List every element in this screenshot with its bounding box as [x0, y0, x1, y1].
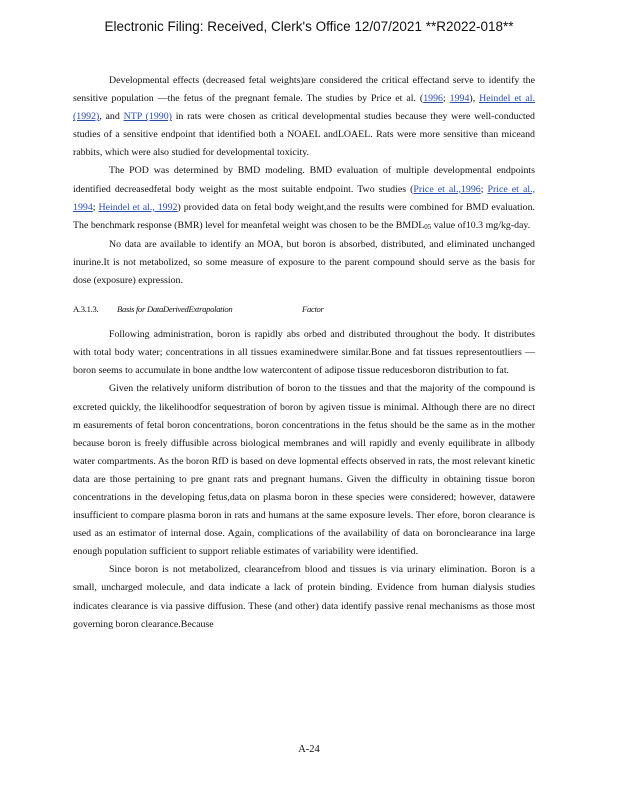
section-title-tail: Factor [302, 304, 324, 315]
text-span: ; [442, 93, 450, 105]
text-span: The POD was determined by BMD modeling. BMD evaluation of multiple developmental endpoints identified decreasedfetal body weight as the most suitable endpoint. Two studies ( [73, 165, 535, 195]
citation-link-heindel-1992b[interactable]: Heindel et al., 1992 [98, 201, 178, 213]
citation-link-price-1996b[interactable]: Price et al.,1996 [413, 183, 481, 195]
bmdl-subscript: 05 [424, 222, 432, 231]
citation-link-price-1994b[interactable]: Price et al., 1994 [73, 183, 536, 213]
text-span: , and [99, 111, 124, 123]
paragraph-elimination: Since boron is not metabolized, clearancefrom blood and tissues is via urinary elimination. Boron is a small, uncharged molecule, and data indicate a lack of protein binding. Evidence from human dialysis studies indicates clearance is via passive diffusion. These (and other) data identify passive renal mechanisms as those most governing boron clearance.Because [73, 564, 535, 630]
text-span: Developmental effects (decreased fetal weights)are considered the critical effectand serve to identify the sensitive population —the fetus of the pregnant female. The studies by Price et al. ( [73, 75, 535, 105]
text-span: in rats were chosen as critical developmental studies because they were well-conducted studies of a sensitive endpoint that identified both a NOAEL andLOAEL. Rats were more sensitive than miceand rabbits, which were also studied for developmental toxicity. [73, 111, 535, 159]
text-span: ; [92, 201, 99, 213]
paragraph-clearance: Given the relatively uniform distribution of boron to the tissues and that the majority of the compound is excreted quickly, the likelihoodfor sequestration of boron by agiven tissue is minimal. Although there are no direct m easurements of fetal boron concentrations, boron concentrations in the fetus should be the same as in the mother because boron is freely diffusible across biological membranes and will rapidly and evenly equilibrate in allbody water compartments. As the boron RfD is based on deve lopmental effects observed in rats, the most relevant kinetic data are those pertaining to pre gnant rats and pregnant humans. Given the difficulty in obtaining tissue boron concentrations in the developing fetus,data on plasma boron in these species were considered; however, datawere insufficient to compare plasma boron in rats and humans at the same exposure levels. Ther efore, boron clearance is used as an estimator of internal dose. Again, complications of the availability of data on boronclearance ina large enough population sufficient to support reliable estimates of variability were identified. [73, 383, 535, 558]
citation-link-heindel-1992[interactable]: Heindel et al. (1992) [73, 93, 536, 123]
document-body [73, 72, 535, 634]
section-title: Basis for DataDerivedExtrapolation [117, 304, 233, 315]
citation-link-ntp-1990[interactable]: NTP (1990) [123, 111, 172, 123]
filing-stamp-header: Electronic Filing: Received, Clerk's Office 12/07/2021 **R2022-018** [104, 19, 514, 34]
text-span: ) provided data on fetal body weight,and the results were combined for BMD evaluation. The benchmark response (BMR) level for meanfetal weight was chosen to be the BMDL [73, 201, 535, 231]
citation-link-price-1996[interactable]: 1996 [423, 93, 443, 105]
paragraph-critical-effect [73, 72, 535, 162]
paragraph-distribution: Following administration, boron is rapidly abs orbed and distributed throughout the body. It distributes with total body water; concentrations in all tissues examinedwere similar.Bone and fat tissues representoutliers —boron seems to accumulate in bone andthe low watercontent of adipose tissue reducesboron distribution to fat. [73, 329, 535, 377]
section-heading [73, 302, 535, 316]
citation-link-price-1994[interactable]: 1994 [449, 93, 470, 105]
paragraph-moa: No data are available to identify an MOA, but boron is absorbed, distributed, and eliminated unchanged inurine.It is not metabolized, so some measure of exposure to the parent compound should serve as the basis for dose (exposure) expression. [73, 238, 535, 287]
text-span: ; [480, 183, 488, 195]
text-span: value of10.3 mg/kg-day. [431, 219, 531, 231]
page-number: A-24 [298, 744, 320, 755]
text-span: ), [469, 93, 480, 105]
section-number: A.3.1.3. [73, 304, 99, 315]
paragraph-pod [73, 162, 535, 235]
